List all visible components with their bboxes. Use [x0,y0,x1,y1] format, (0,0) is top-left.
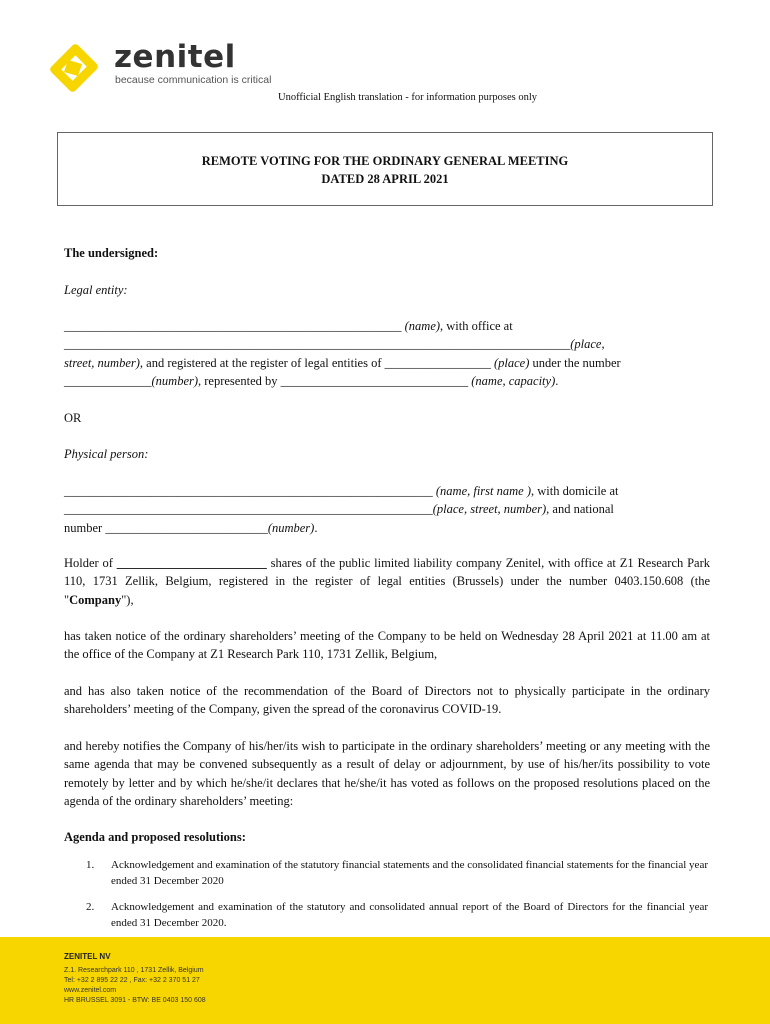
field-hint: (name, capacity) [471,373,556,388]
field-hint: street, number) [64,355,140,370]
text: . [314,520,318,535]
text: number [64,520,106,535]
document-title-box [57,132,713,206]
field-hint: (place, street, number) [432,502,547,517]
legal-entity-line-3 [64,354,710,372]
logo-name: zenitel [114,39,236,75]
blank-field[interactable]: ___________________________________________________________ [64,484,433,498]
zenitel-logo [44,40,284,98]
text: , with domicile at [531,484,619,498]
footer-phone: Tel: +32 2 895 22 22 , Fax: +32 2 370 51 27 [64,977,200,984]
logo-tagline: because communication is critical [115,74,272,86]
physical-person-section [64,482,710,537]
zenitel-logo-mark-icon [44,40,104,96]
agenda-item-text: Acknowledgement and examination of the statutory and consolidated annual report of the Board of Directors for the financial year ended 31 December 2020. [111,901,708,929]
field-hint: (number) [267,520,315,535]
field-hint: (name) [404,319,441,333]
text: "), [121,592,134,607]
footer-address: Z.1. Researchpark 110 , 1731 Zellik, Belgium [64,967,204,974]
blank-field[interactable]: _________________ [384,355,491,370]
blank-field[interactable]: ______________________________ [280,373,469,388]
blank-field[interactable]: ______________ [64,373,152,388]
agenda-heading: Agenda and proposed resolutions: [64,830,246,844]
legal-entity-label: Legal entity: [64,283,128,297]
legal-entity-section [64,317,710,390]
text: , with office at [440,319,513,333]
text: shares of the public limited liability company Zenitel, with office at Z1 Research Park 110, 1731 Zellik, Belgium, registered in the register of legal entities (Brussels) under the number 0403.150.608 (the " [64,556,711,607]
title-line-2: DATED 28 APRIL 2021 [321,172,449,186]
footer-registration: HR BRUSSEL 3091 - BTW: BE 0403 150 608 [64,997,206,1004]
footer-company: ZENITEL NV [64,952,111,961]
physical-person-label: Physical person: [64,447,149,461]
physical-person-line-1 [64,482,710,500]
physical-person-line-2 [64,500,710,518]
notify-paragraph: and hereby notifies the Company of his/her/its wish to participate in the ordinary shareholders’ meeting or any meeting with the same agenda that may be convened subsequently as a result of delay or adjournment, by use of his/her/its possibility to vote remotely by letter and by which he/she/it declares that he/she/it has voted as follows on the proposed resolutions placed on the agenda of the ordinary shareholders’ meeting: [64,739,710,808]
agenda-item-number: 2. [86,901,95,913]
blank-field[interactable]: _________________________________________________________________________________ [64,337,571,352]
legal-entity-line-4 [64,372,710,390]
agenda-item [86,858,708,889]
field-hint: (name, first name ) [435,484,531,498]
blank-field[interactable]: __________________________ [105,520,268,535]
field-hint: (place, [570,337,605,352]
text: , and registered at the register of legal entities of [139,355,385,370]
field-hint: (place) [494,355,530,370]
physical-person-line-3 [64,519,710,537]
text: Holder of [64,556,117,570]
title-line-1: REMOTE VOTING FOR THE ORDINARY GENERAL MEETING [201,154,569,168]
agenda-item-text: Acknowledgement and examination of the statutory financial statements and the consolidated financial statements for the financial year ended 31 December 2020 [111,859,708,887]
text: , and national [546,502,614,517]
text: under the number [529,355,621,370]
blank-field[interactable]: ___________________________________________________________ [64,502,433,517]
or-separator: OR [64,411,82,425]
undersigned-heading: The undersigned: [64,246,159,260]
holder-paragraph [64,554,710,609]
translation-note: Unofficial English translation - for information purposes only [278,92,538,103]
agenda-item-number: 1. [86,859,95,871]
agenda-item [86,900,708,931]
recommendation-paragraph: and has also taken notice of the recommendation of the Board of Directors not to physically participate in the ordinary shareholders’ meeting of the Company, given the spread of the coronavirus COVID-19. [64,684,710,717]
page-footer [0,937,770,1024]
company-term: Company [69,592,122,607]
blank-field[interactable]: ______________________________________________________ [64,319,402,333]
text: , represented by [198,373,281,388]
shares-blank-field[interactable]: ________________________ [116,556,267,570]
notice-paragraph: has taken notice of the ordinary shareholders’ meeting of the Company to be held on Wednesday 28 April 2021 at 11.00 am at the office of the Company at Z1 Research Park 110, 1731 Zellik, Belgium, [64,629,710,662]
legal-entity-line-1 [64,317,710,335]
footer-website[interactable]: www.zenitel.com [64,987,117,994]
text: . [555,373,559,388]
field-hint: (number) [151,373,199,388]
legal-entity-line-2 [64,335,710,353]
